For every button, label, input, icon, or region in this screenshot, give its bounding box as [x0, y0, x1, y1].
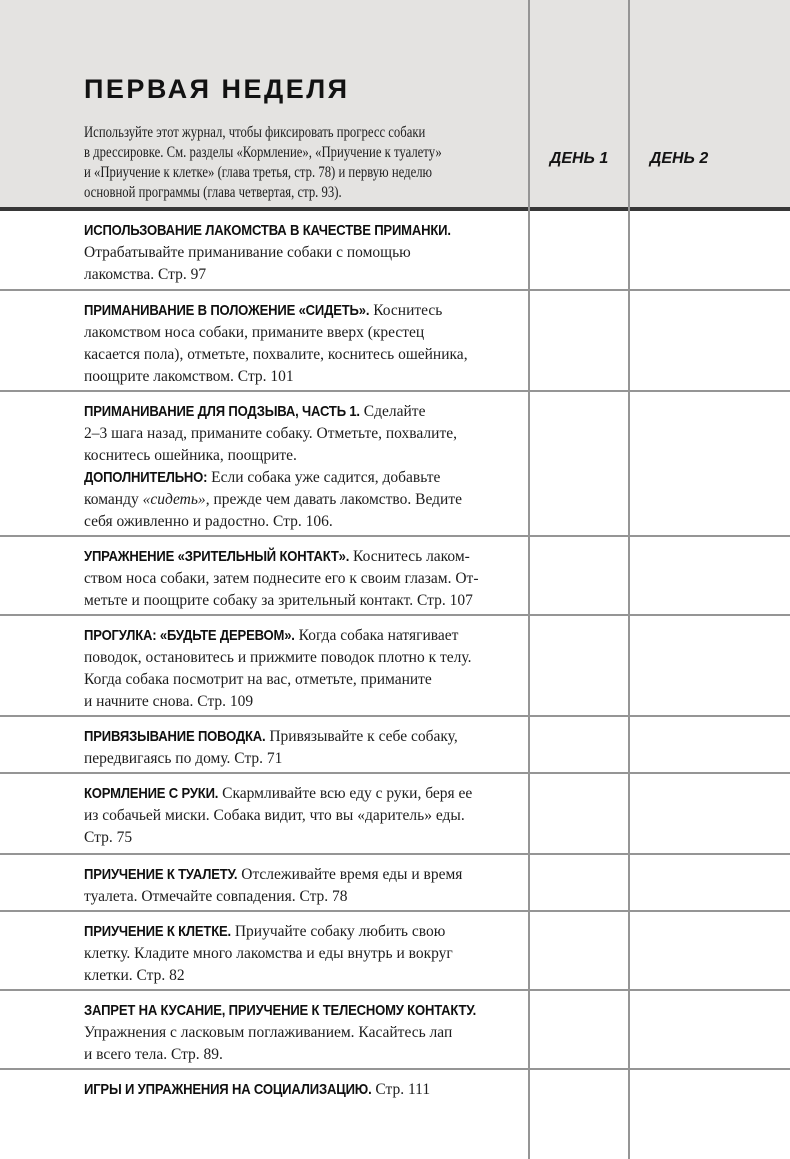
day1-cell: [528, 537, 628, 614]
exercise-title: ПРИМАНИВАНИЕ ДЛЯ ПОДЗЫВА, ЧАСТЬ 1.: [84, 403, 360, 420]
exercise-title: ПРИУЧЕНИЕ К КЛЕТКЕ.: [84, 923, 231, 940]
day2-cell: [628, 774, 728, 853]
exercise-text: Приучайте собаку любить свою: [230, 923, 446, 940]
exercise-text: Когда собака посмотрит на вас, отметьте, приманите: [84, 671, 432, 688]
day2-cell: [628, 616, 728, 715]
exercise-entry: [84, 220, 519, 286]
exercise-entry: [84, 625, 519, 713]
exercise-text: Скармливайте всю еду с руки, беря ее: [218, 785, 473, 802]
exercise-title: ПРИМАНИВАНИЕ В ПОЛОЖЕНИЕ «СИДЕТЬ».: [84, 302, 370, 319]
exercise-text: метьте и поощрите собаку за зрительный контакт. Стр. 107: [84, 592, 473, 609]
exercise-text: лакомством носа собаки, приманите вверх (крестец: [84, 324, 425, 341]
exercise-entry: [84, 1000, 519, 1066]
exercise-text: и всего тела. Стр. 89.: [84, 1046, 223, 1063]
exercise-text: коснитесь ошейника, поощрите.: [84, 447, 297, 464]
exercise-text: команду: [84, 491, 143, 508]
day-column-header-1: ДЕНЬ 1: [549, 150, 609, 167]
day1-cell: [528, 211, 628, 289]
exercise-bold-label: ДОПОЛНИТЕЛЬНО:: [84, 469, 208, 486]
exercise-title: ИСПОЛЬЗОВАНИЕ ЛАКОМСТВА В КАЧЕСТВЕ ПРИМАНКИ.: [84, 222, 451, 239]
exercise-text: «сидеть»: [142, 491, 206, 508]
exercise-text: Если собака уже садится, добавьте: [207, 469, 441, 486]
exercise-entry: [84, 726, 519, 770]
day2-cell: [628, 537, 728, 614]
exercise-title: КОРМЛЕНИЕ С РУКИ.: [84, 785, 219, 802]
day2-cell: [628, 912, 728, 989]
exercise-text: Отрабатывайте приманивание собаки с помощью: [84, 244, 411, 261]
exercise-entry: [84, 300, 519, 388]
table-row: [0, 1070, 790, 1159]
day2-cell: [628, 1070, 728, 1159]
exercise-entry: [84, 864, 519, 908]
table-row: [0, 717, 790, 774]
exercise-text: поводок, остановитесь и прижмите поводок плотно к телу.: [84, 649, 472, 666]
day2-cell: [628, 717, 728, 772]
table-row: [0, 291, 790, 392]
day1-cell: [528, 717, 628, 772]
exercise-title: ПРИВЯЗЫВАНИЕ ПОВОДКА.: [84, 728, 266, 745]
exercise-text: Сделайте: [359, 403, 426, 420]
day1-cell: [528, 616, 628, 715]
exercise-entry: [84, 1079, 519, 1101]
intro-text: [84, 122, 442, 202]
exercise-title: ИГРЫ И УПРАЖНЕНИЯ НА СОЦИАЛИЗАЦИЮ.: [84, 1081, 372, 1098]
exercise-text: туалета. Отмечайте совпадения. Стр. 78: [84, 888, 348, 905]
table-row: [0, 392, 790, 537]
exercise-text: Привязывайте к себе собаку,: [265, 728, 458, 745]
exercise-text: Коснитесь лаком-: [349, 548, 470, 565]
intro-line: основной программы (глава четвертая, стр. 93).: [84, 184, 342, 201]
day2-cell: [628, 855, 728, 910]
day-column-header-2: ДЕНЬ 2: [649, 150, 709, 167]
exercise-text: , прежде чем давать лакомство. Ведите: [205, 491, 462, 508]
exercise-title: ПРОГУЛКА: «БУДЬТЕ ДЕРЕВОМ».: [84, 627, 295, 644]
exercise-text: Стр. 111: [371, 1081, 431, 1098]
exercise-text: из собачьей миски. Собака видит, что вы «даритель» еды.: [84, 807, 465, 824]
day1-cell: [528, 855, 628, 910]
intro-line: в дрессировке. См. разделы «Кормление», «Приучение к туалету»: [84, 144, 442, 161]
exercise-entry: [84, 921, 519, 987]
day2-cell: [628, 211, 728, 289]
exercise-text: Упражнения с ласковым поглаживанием. Касайтесь лап: [84, 1024, 453, 1041]
day1-cell: [528, 291, 628, 390]
intro-line: Используйте этот журнал, чтобы фиксировать прогресс собаки: [84, 124, 426, 141]
exercise-entry: [84, 783, 519, 849]
day2-cell: [628, 291, 728, 390]
exercise-text: клетку. Кладите много лакомства и еды внутрь и вокруг: [84, 945, 453, 962]
exercise-text: себя оживленно и радостно. Стр. 106.: [84, 513, 333, 530]
day1-cell: [528, 392, 628, 535]
exercise-text: Стр. 75: [84, 829, 133, 846]
exercise-text: поощрите лакомством. Стр. 101: [84, 368, 294, 385]
exercise-title: ПРИУЧЕНИЕ К ТУАЛЕТУ.: [84, 866, 238, 883]
rows: [0, 211, 790, 1159]
exercise-text: Когда собака натягивает: [294, 627, 459, 644]
day1-cell: [528, 912, 628, 989]
week-header: [0, 0, 790, 211]
intro-line: и «Приучение к клетке» (глава третья, стр. 78) и первую неделю: [84, 164, 433, 181]
exercise-text: клетки. Стр. 82: [84, 967, 185, 984]
day2-cell: [628, 392, 728, 535]
day1-cell: [528, 991, 628, 1068]
exercise-text: Коснитесь: [369, 302, 443, 319]
exercise-text: Отслеживайте время еды и время: [237, 866, 463, 883]
exercise-text: касается пола), отметьте, похвалите, коснитесь ошейника,: [84, 346, 468, 363]
exercise-entry: [84, 546, 519, 612]
day2-cell: [628, 991, 728, 1068]
exercise-text: лакомства. Стр. 97: [84, 266, 207, 283]
exercise-text: 2–3 шага назад, приманите собаку. Отметьте, похвалите,: [84, 425, 457, 442]
page-title: ПЕРВАЯ НЕДЕЛЯ: [84, 74, 350, 104]
table-row: [0, 211, 790, 291]
table-row: [0, 774, 790, 855]
exercise-text: передвигаясь по дому. Стр. 71: [84, 750, 283, 767]
day1-cell: [528, 1070, 628, 1159]
table-row: [0, 991, 790, 1070]
exercise-text: ством носа собаки, затем поднесите его к своим глазам. От-: [84, 570, 479, 587]
exercise-title: ЗАПРЕТ НА КУСАНИЕ, ПРИУЧЕНИЕ К ТЕЛЕСНОМУ КОНТАКТУ.: [84, 1002, 477, 1019]
table-row: [0, 855, 790, 912]
day1-cell: [528, 774, 628, 853]
table-row: [0, 616, 790, 717]
table-row: [0, 537, 790, 616]
exercise-text: и начните снова. Стр. 109: [84, 693, 254, 710]
exercise-title: УПРАЖНЕНИЕ «ЗРИТЕЛЬНЫЙ КОНТАКТ».: [84, 548, 350, 565]
exercise-entry: [84, 401, 519, 533]
table-row: [0, 912, 790, 991]
